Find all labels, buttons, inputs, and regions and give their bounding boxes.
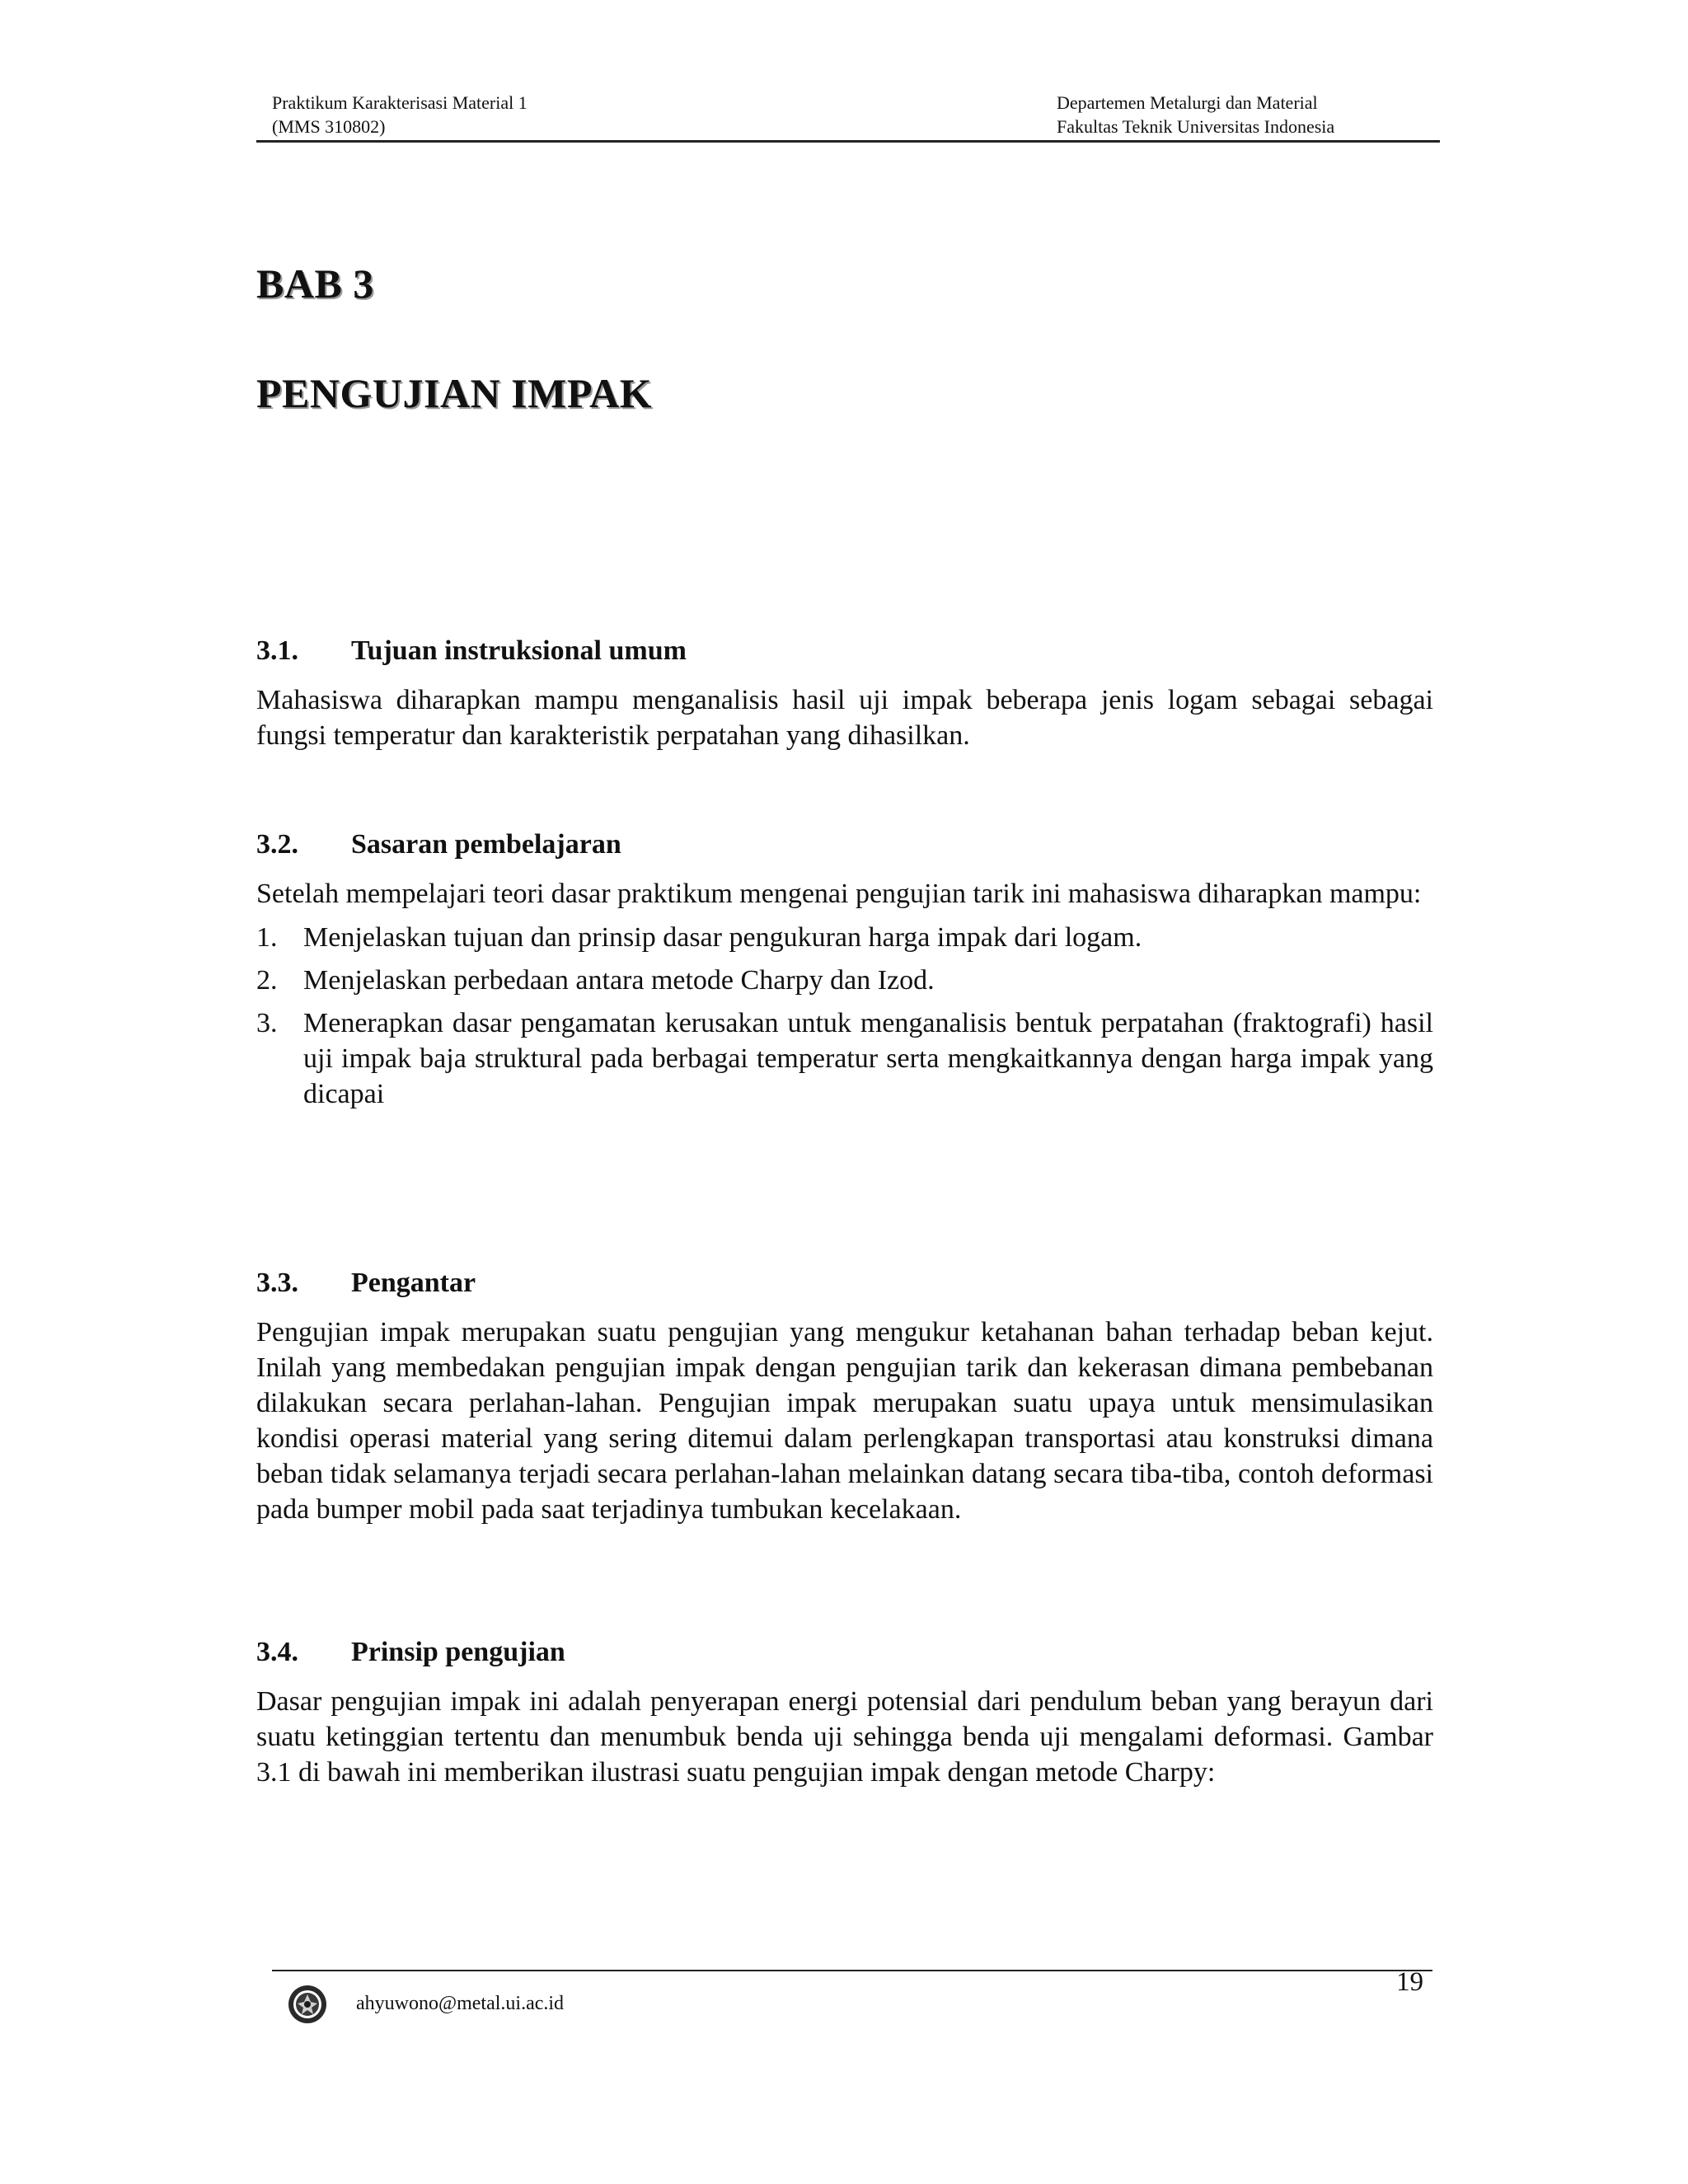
- chapter-number: BAB 3: [256, 260, 374, 307]
- section-title: Tujuan instruksional umum: [351, 635, 687, 666]
- header-department: Departemen Metalurgi dan Material: [1057, 92, 1318, 113]
- section-3-2: [256, 827, 1433, 1119]
- section-heading: [256, 1265, 1433, 1301]
- section-heading: [256, 827, 1433, 862]
- section-number: 3.2.: [256, 829, 298, 860]
- list-item: [256, 920, 1433, 955]
- footer-email: ahyuwono@metal.ui.ac.id: [356, 1993, 565, 2014]
- list-item-number: 3.: [256, 1008, 278, 1038]
- list-item-text: Menjelaskan tujuan dan prinsip dasar pengukuran harga impak dari logam.: [303, 922, 1142, 953]
- page-number: 19: [1396, 1967, 1423, 1997]
- list-item: [256, 1005, 1433, 1112]
- section-heading: [256, 633, 1433, 668]
- list-item-number: 1.: [256, 922, 278, 953]
- section-paragraph: Dasar pengujian impak ini adalah penyerapan energi potensial dari pendulum beban yang berayun dari suatu ketinggian tertentu dan menumbuk benda uji sehingga benda uji mengalami deformasi. Gambar 3.1 di bawah ini memberikan ilustrasi suatu pengujian impak dengan metode Charpy:: [256, 1686, 1433, 1788]
- header-course-code: (MMS 310802): [272, 116, 386, 137]
- section-title: Sasaran pembelajaran: [351, 829, 621, 860]
- university-seal-icon: [287, 1984, 328, 2025]
- section-3-1: [256, 633, 1433, 753]
- section-paragraph: Setelah mempelajari teori dasar praktikum mengenai pengujian tarik ini mahasiswa diharapkan mampu:: [256, 879, 1422, 909]
- section-title: Prinsip pengujian: [351, 1637, 565, 1667]
- list-item-number: 2.: [256, 965, 278, 996]
- section-heading: [256, 1634, 1433, 1670]
- list-item-text: Menjelaskan perbedaan antara metode Charpy dan Izod.: [303, 965, 935, 996]
- header-right: [1057, 91, 1334, 138]
- section-number: 3.3.: [256, 1268, 298, 1298]
- section-paragraph: Mahasiswa diharapkan mampu menganalisis hasil uji impak beberapa jenis logam sebagai sebagai fungsi temperatur dan karakteristik perpatahan yang dihasilkan.: [256, 685, 1433, 751]
- list-item: [256, 963, 1433, 998]
- learning-objectives-list: [256, 920, 1433, 1112]
- footer-divider: [272, 1970, 1432, 1971]
- section-3-3: [256, 1265, 1433, 1527]
- section-paragraph: Pengujian impak merupakan suatu pengujian yang mengukur ketahanan bahan terhadap beban kejut. Inilah yang membedakan pengujian impak dengan pengujian tarik dan kekerasan dimana pembebanan dilakukan secara perlahan-lahan. Pengujian impak merupakan suatu upaya untuk mensimulasikan kondisi operasi material yang sering ditemui dalam perlengkapan transportasi atau konstruksi dimana beban tidak selamanya terjadi secara perlahan-lahan melainkan datang secara tiba-tiba, contoh deformasi pada bumper mobil pada saat terjadinya tumbukan kecelakaan.: [256, 1317, 1433, 1525]
- section-number: 3.4.: [256, 1637, 298, 1667]
- chapter-title: PENGUJIAN IMPAK: [256, 370, 653, 416]
- list-item-text: Menerapkan dasar pengamatan kerusakan untuk menganalisis bentuk perpatahan (fraktografi) hasil uji impak baja struktural pada berbagai temperatur serta mengkaitkannya dengan harga impak yang dicapai: [303, 1008, 1433, 1109]
- header-divider: [256, 140, 1440, 143]
- section-number: 3.1.: [256, 635, 298, 666]
- header-course-name: Praktikum Karakterisasi Material 1: [272, 92, 528, 113]
- header-left: [272, 91, 528, 138]
- section-3-4: [256, 1634, 1433, 1790]
- header-faculty: Fakultas Teknik Universitas Indonesia: [1057, 116, 1335, 137]
- section-title: Pengantar: [351, 1268, 476, 1298]
